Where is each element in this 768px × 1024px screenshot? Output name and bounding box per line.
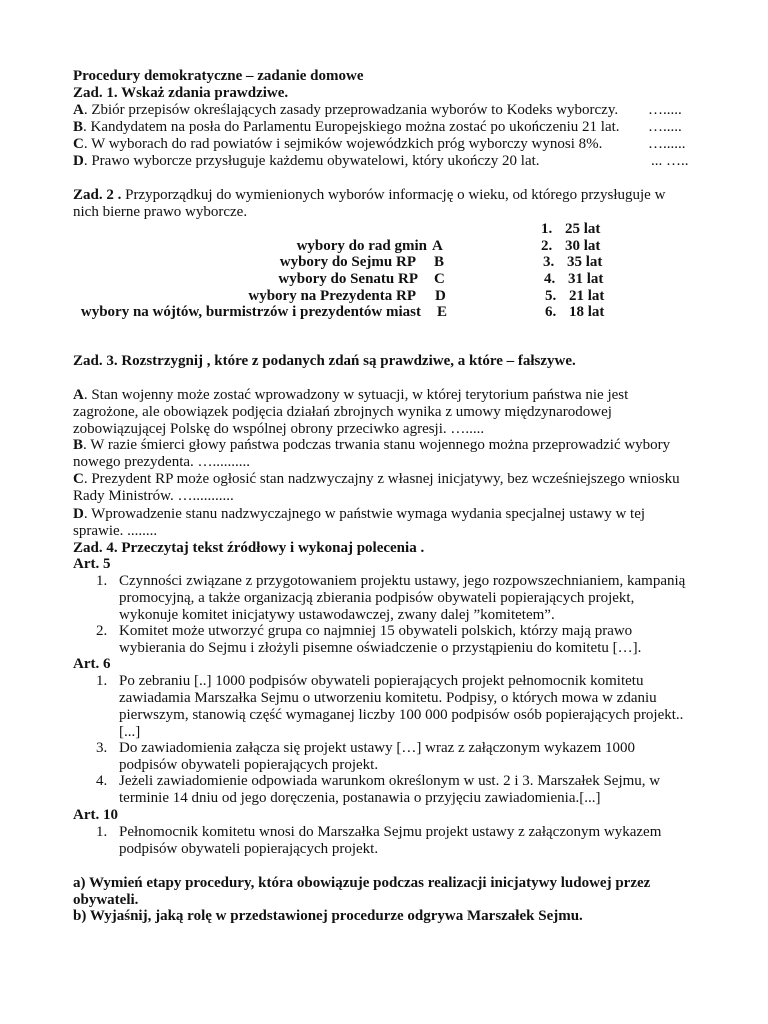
art10-label: Art. 10 [73,807,118,823]
zad3-item-text: . Wprowadzenie stanu nadzwyczajnego w państwie wymaga wydania specjalnej ustawy w tej sprawie. ........ [73,506,646,539]
art6-label: Art. 6 [73,656,111,672]
election-letter: D [435,288,446,304]
zad4-heading: Zad. 4. Przeczytaj tekst źródłowy i wykonaj polecenia . [73,540,425,556]
zad3-item-letter: C [73,471,84,487]
zad3-item [73,471,693,505]
task-b: b) Wyjaśnij, jaką rolę w przedstawionej procedurze odgrywa Marszałek Sejmu. [73,908,583,924]
age-value: 31 lat [568,271,604,287]
age-value: 18 lat [569,304,605,320]
zad1-item-blank: …..... [648,102,682,118]
age-number: 1. [541,221,553,237]
zad3-item [73,387,693,438]
zad3-item-letter: A [73,387,84,403]
zad1-item-text: . Kandydatem na posła do Parlamentu Europejskiego można zostać po ukończeniu 21 lat. [83,119,620,135]
zad1-item-text: . Prawo wyborcze przysługuje każdemu obywatelowi, który ukończy 20 lat. [83,153,540,169]
art10-point-number: 1. [96,824,108,840]
age-value: 21 lat [569,288,605,304]
zad1-item-blank: …..... [648,119,682,135]
zad1-item-letter: C [73,136,84,152]
age-number: 2. [541,238,553,254]
zad1-item-text: . W wyborach do rad powiatów i sejmików wojewódzkich próg wyborczy wynosi 8%. [83,136,603,152]
zad2-heading [73,187,693,221]
age-value: 30 lat [565,238,601,254]
art6-point-number: 3. [96,740,108,756]
election-name: wybory do Senatu RP [278,271,418,287]
task-a: a) Wymień etapy procedury, która obowiązuje podczas realizacji inicjatywy ludowej przez obywateli. [73,875,651,908]
art5-point-number: 2. [96,623,108,639]
zad3-item-letter: B [73,437,84,453]
election-letter: E [437,304,448,320]
art5-point-number: 1. [96,573,108,589]
document-title: Procedury demokratyczne – zadanie domowe [73,68,364,84]
zad1-item-letter: A [73,102,84,118]
art6-point-number: 4. [96,773,108,789]
zad1-item-letter: D [73,153,84,169]
zad3-item-text: . Stan wojenny może zostać wprowadzony w sytuacji, w której terytorium państwa nie jest zagrożone, ale obowiązek podjęcia działań zbrojnych wynika z umowy międzynarodowej zobowiązującej Polskę do wspólnej obrony przeciwko agresji. …..... [73,387,629,437]
election-letter: B [434,254,445,270]
age-value: 25 lat [565,221,601,237]
age-number: 3. [543,254,555,270]
art10-point-text: Pełnomocnik komitetu wnosi do Marszałka Sejmu projekt ustawy z załączonym wykazem podpisów obywateli popierających projekt. [119,824,662,857]
art5-point-text: Komitet może utworzyć grupa co najmniej 15 obywateli polskich, którzy mają prawo wybierania do Sejmu i złożyli pisemne oświadczenie o przystąpieniu do komitetu […]. [119,623,642,656]
zad1-item-blank: …...... [648,136,686,152]
zad1-heading: Zad. 1. Wskaż zdania prawdziwe. [73,85,289,101]
zad2-heading-text: Przyporządkuj do wymienionych wyborów informację o wieku, od którego przysługuje w nich bierne prawo wyborcze. [73,187,666,220]
art6-point-number: 1. [96,673,108,689]
zad1-item-letter: B [73,119,84,135]
zad3-item-text: . W razie śmierci głowy państwa podczas trwania stanu wojennego można przeprowadzić wybory nowego prezydenta. ….......... [73,437,671,470]
election-name: wybory na wójtów, burmistrzów i prezydentów miast [80,304,421,320]
art6-point-text: Po zebraniu [..] 1000 podpisów obywateli popierających projekt pełnomocnik komitetu zawiadamia Marszałka Sejmu o utworzeniu komitetu. Podpisy, o których mowa w zdaniu pierwszym, stanowią część wymaganej liczby 100 000 podpisów osób popierających projekt..[...] [119,673,684,740]
age-number: 6. [545,304,557,320]
zad3-heading: Zad. 3. Rozstrzygnij , które z podanych zdań są prawdziwe, a które – fałszywe. [73,353,576,369]
age-number: 5. [545,288,557,304]
art6-point-text: Jeżeli zawiadomienie odpowiada warunkom określonym w ust. 2 i 3. Marszałek Sejmu, w terminie 14 dniu od jego doręczenia, postanawia o przyjęciu zawiadomienia.[...] [119,773,661,806]
zad1-item-text: . Zbiór przepisów określających zasady przeprowadzania wyborów to Kodeks wyborczy. [83,102,619,118]
zad3-item [73,437,693,471]
art6-point-text: Do zawiadomienia załącza się projekt ustawy […] wraz z załączonym wykazem 1000 podpisów obywateli popierających projekt. [119,740,636,773]
election-letter: A [432,238,443,254]
zad1-item [73,102,618,119]
age-number: 4. [544,271,556,287]
zad3-item [73,506,693,540]
zad1-item [73,119,620,136]
zad3-item-letter: D [73,506,84,522]
election-name: wybory na Prezydenta RP [248,288,416,304]
zad1-item-blank: ... ….. [651,153,689,169]
zad1-item [73,153,540,170]
election-name: wybory do rad gmin [296,238,427,254]
zad3-item-text: . Prezydent RP może ogłosić stan nadzwyczajny z własnej inicjatywy, bez wcześniejszego wniosku Rady Ministrów. …........... [73,471,680,504]
age-value: 35 lat [567,254,603,270]
art5-label: Art. 5 [73,556,111,572]
zad2-heading-label: Zad. 2 . [73,187,122,203]
zad1-item [73,136,602,153]
election-letter: C [434,271,445,287]
art5-point-text: Czynności związane z przygotowaniem projektu ustawy, jego rozpowszechnianiem, kampanią promocyjną, a także organizacją zbierania podpisów obywateli popierających projekt, wykonuje komitet inicjatywy ustawodawczej, zwany dalej ”komitetem”. [119,573,686,623]
election-name: wybory do Sejmu RP [279,254,416,270]
